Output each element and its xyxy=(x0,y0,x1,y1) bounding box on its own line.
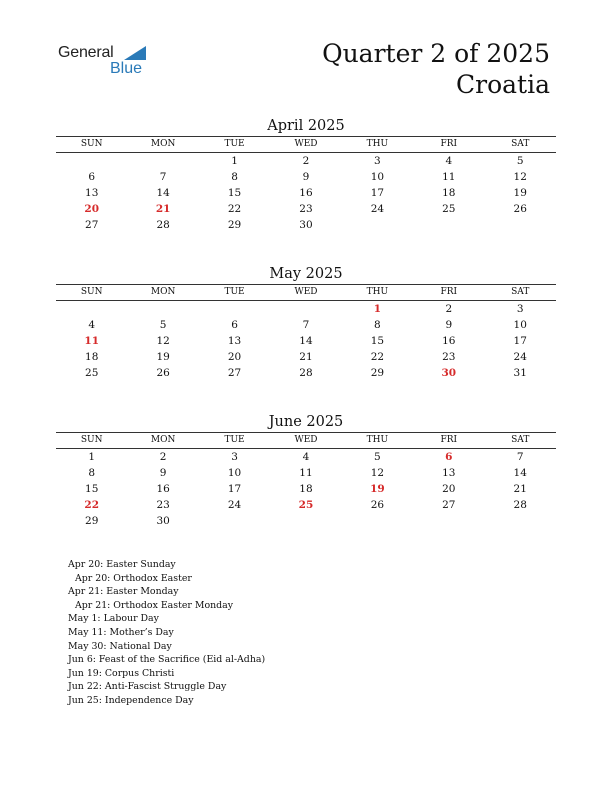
day-cell: 5 xyxy=(159,319,167,331)
week-row xyxy=(56,449,556,465)
weekday-header: TUE xyxy=(224,287,245,297)
weekday-header: THU xyxy=(366,139,389,149)
weekday-header: MON xyxy=(150,287,176,297)
day-cell: 11 xyxy=(299,467,313,479)
weekday-header-row xyxy=(56,285,556,301)
day-cell: 20 xyxy=(227,351,242,363)
day-cell: 25 xyxy=(442,203,456,215)
day-cell: 22 xyxy=(227,203,242,215)
week-row xyxy=(56,497,556,513)
weekday-header-row xyxy=(56,433,556,449)
holiday-day-cell: 22 xyxy=(84,499,100,511)
weekday-header: MON xyxy=(150,435,176,445)
day-cell: 6 xyxy=(88,171,96,183)
day-cell: 29 xyxy=(370,367,385,379)
day-cell xyxy=(199,301,270,317)
day-cell: 31 xyxy=(513,367,527,379)
day-cell: 25 xyxy=(85,367,99,379)
week-row xyxy=(56,349,556,365)
day-cell: 20 xyxy=(442,483,456,495)
day-cell: 10 xyxy=(370,171,385,183)
day-cell: 29 xyxy=(85,515,99,527)
day-cell: 11 xyxy=(442,171,456,183)
day-cell: 15 xyxy=(227,187,242,199)
holiday-day-cell: 19 xyxy=(370,483,385,495)
day-cell: 27 xyxy=(227,367,242,379)
weekday-header: TUE xyxy=(224,435,245,445)
logo-triangle-icon xyxy=(124,46,146,60)
day-cell: 4 xyxy=(88,319,96,331)
holiday-day-cell: 20 xyxy=(84,203,100,215)
day-cell: 13 xyxy=(442,467,456,479)
day-cell: 12 xyxy=(513,171,527,183)
day-cell: 15 xyxy=(85,483,99,495)
weekday-header: SAT xyxy=(511,287,530,297)
weekday-header-row xyxy=(56,137,556,153)
holiday-note: Apr 21: Orthodox Easter Monday xyxy=(75,599,234,611)
day-cell: 24 xyxy=(513,351,527,363)
day-cell: 23 xyxy=(299,203,313,215)
day-cell: 21 xyxy=(299,351,313,363)
day-cell: 10 xyxy=(227,467,242,479)
day-cell xyxy=(485,217,556,233)
day-cell: 19 xyxy=(513,187,527,199)
weekday-header: SAT xyxy=(511,139,530,149)
week-row xyxy=(56,153,556,169)
weekday-header: SUN xyxy=(80,139,103,149)
day-cell: 30 xyxy=(156,515,170,527)
day-cell: 28 xyxy=(156,219,170,231)
holiday-note: Jun 25: Independence Day xyxy=(68,694,194,706)
day-cell xyxy=(413,513,484,529)
weekday-header: FRI xyxy=(440,139,458,149)
day-cell: 7 xyxy=(302,319,310,331)
month-calendar xyxy=(56,412,556,529)
week-row xyxy=(56,201,556,217)
day-cell xyxy=(342,217,413,233)
day-cell: 22 xyxy=(370,351,385,363)
day-cell: 9 xyxy=(445,319,453,331)
weekday-header: SUN xyxy=(80,287,103,297)
week-row xyxy=(56,217,556,233)
day-cell: 26 xyxy=(370,499,385,511)
logo-blue-text: Blue xyxy=(110,60,143,77)
weekday-header: FRI xyxy=(440,435,458,445)
day-cell: 7 xyxy=(516,451,524,463)
weekday-header: WED xyxy=(294,139,318,149)
weekday-header: WED xyxy=(294,435,318,445)
day-cell: 12 xyxy=(156,335,170,347)
day-cell xyxy=(485,513,556,529)
title-quarter: Quarter 2 of 2025 xyxy=(322,39,550,68)
week-row xyxy=(56,169,556,185)
day-cell: 18 xyxy=(299,483,313,495)
holiday-day-cell: 1 xyxy=(373,303,382,315)
day-cell: 3 xyxy=(516,303,524,315)
day-cell: 14 xyxy=(299,335,313,347)
day-cell xyxy=(127,153,198,169)
day-cell: 17 xyxy=(370,187,385,199)
day-cell: 12 xyxy=(370,467,385,479)
week-row xyxy=(56,185,556,201)
day-cell: 24 xyxy=(370,203,385,215)
day-cell xyxy=(342,513,413,529)
day-cell: 27 xyxy=(442,499,456,511)
weekday-header: WED xyxy=(294,287,318,297)
title-country: Croatia xyxy=(456,70,550,99)
day-cell: 23 xyxy=(156,499,170,511)
holiday-day-cell: 21 xyxy=(155,203,171,215)
day-cell: 23 xyxy=(442,351,456,363)
day-cell: 28 xyxy=(513,499,527,511)
holiday-note: Jun 22: Anti-Fascist Struggle Day xyxy=(68,681,227,693)
day-cell: 18 xyxy=(85,351,99,363)
day-cell xyxy=(270,513,341,529)
week-row xyxy=(56,301,556,317)
day-cell: 17 xyxy=(227,483,242,495)
day-cell: 21 xyxy=(513,483,527,495)
day-cell: 18 xyxy=(442,187,456,199)
holiday-note: Jun 6: Feast of the Sacrifice (Eid al-Adha) xyxy=(68,654,266,666)
holiday-note: Apr 21: Easter Monday xyxy=(68,586,179,598)
weekday-header: SUN xyxy=(80,435,103,445)
week-row xyxy=(56,365,556,381)
holiday-notes xyxy=(68,558,265,708)
day-cell: 3 xyxy=(374,155,381,167)
month-calendar xyxy=(56,116,556,233)
day-cell: 4 xyxy=(445,155,453,167)
holiday-note: May 11: Mother’s Day xyxy=(68,626,174,638)
day-cell: 8 xyxy=(374,319,381,331)
month-title: June 2025 xyxy=(268,414,344,430)
month-title: May 2025 xyxy=(269,266,343,282)
holiday-day-cell: 25 xyxy=(298,499,314,511)
week-row xyxy=(56,317,556,333)
day-cell: 14 xyxy=(156,187,170,199)
weekday-header: THU xyxy=(366,287,389,297)
holiday-note: Jun 19: Corpus Christi xyxy=(68,667,175,679)
page-title xyxy=(322,38,550,100)
day-cell xyxy=(413,217,484,233)
day-cell: 13 xyxy=(227,335,242,347)
day-cell: 2 xyxy=(302,155,310,167)
day-cell: 8 xyxy=(88,467,96,479)
holiday-day-cell: 30 xyxy=(441,367,457,379)
day-cell xyxy=(56,301,127,317)
holiday-note: May 30: National Day xyxy=(68,640,172,652)
day-cell: 14 xyxy=(513,467,527,479)
day-cell: 10 xyxy=(513,319,527,331)
generalblue-logo xyxy=(58,44,168,84)
day-cell: 2 xyxy=(445,303,453,315)
day-cell: 13 xyxy=(85,187,99,199)
day-cell xyxy=(199,513,270,529)
day-cell: 8 xyxy=(231,171,238,183)
holiday-note: Apr 20: Orthodox Easter xyxy=(75,572,192,584)
month-title: April 2025 xyxy=(267,118,345,134)
day-cell: 16 xyxy=(442,335,456,347)
day-cell xyxy=(127,301,198,317)
day-cell: 3 xyxy=(231,451,238,463)
week-row xyxy=(56,513,556,529)
logo-general-text: General xyxy=(58,44,114,61)
holiday-note: May 1: Labour Day xyxy=(68,613,159,625)
day-cell: 6 xyxy=(231,319,238,331)
week-row xyxy=(56,481,556,497)
week-row xyxy=(56,465,556,481)
weekday-header: THU xyxy=(366,435,389,445)
day-cell: 26 xyxy=(513,203,527,215)
day-cell: 28 xyxy=(299,367,313,379)
weekday-header: SAT xyxy=(511,435,530,445)
day-cell: 1 xyxy=(88,451,96,463)
week-row xyxy=(56,333,556,349)
day-cell: 4 xyxy=(302,451,310,463)
day-cell: 26 xyxy=(156,367,170,379)
day-cell: 17 xyxy=(513,335,527,347)
day-cell: 16 xyxy=(156,483,170,495)
day-cell: 24 xyxy=(227,499,242,511)
month-calendar xyxy=(56,264,556,381)
day-cell: 5 xyxy=(374,451,381,463)
day-cell: 7 xyxy=(159,171,167,183)
day-cell: 2 xyxy=(159,451,167,463)
weekday-header: TUE xyxy=(224,139,245,149)
day-cell: 15 xyxy=(370,335,385,347)
day-cell: 16 xyxy=(299,187,313,199)
day-cell: 9 xyxy=(159,467,167,479)
day-cell xyxy=(270,301,341,317)
day-cell: 19 xyxy=(156,351,170,363)
holiday-note: Apr 20: Easter Sunday xyxy=(68,559,176,570)
day-cell: 27 xyxy=(85,219,99,231)
holiday-day-cell: 11 xyxy=(84,335,100,347)
weekday-header: MON xyxy=(150,139,176,149)
day-cell: 9 xyxy=(302,171,310,183)
day-cell: 30 xyxy=(299,219,313,231)
day-cell xyxy=(56,153,127,169)
weekday-header: FRI xyxy=(440,287,458,297)
holiday-day-cell: 6 xyxy=(445,451,453,463)
day-cell: 1 xyxy=(231,155,238,167)
day-cell: 29 xyxy=(227,219,242,231)
day-cell: 5 xyxy=(516,155,524,167)
